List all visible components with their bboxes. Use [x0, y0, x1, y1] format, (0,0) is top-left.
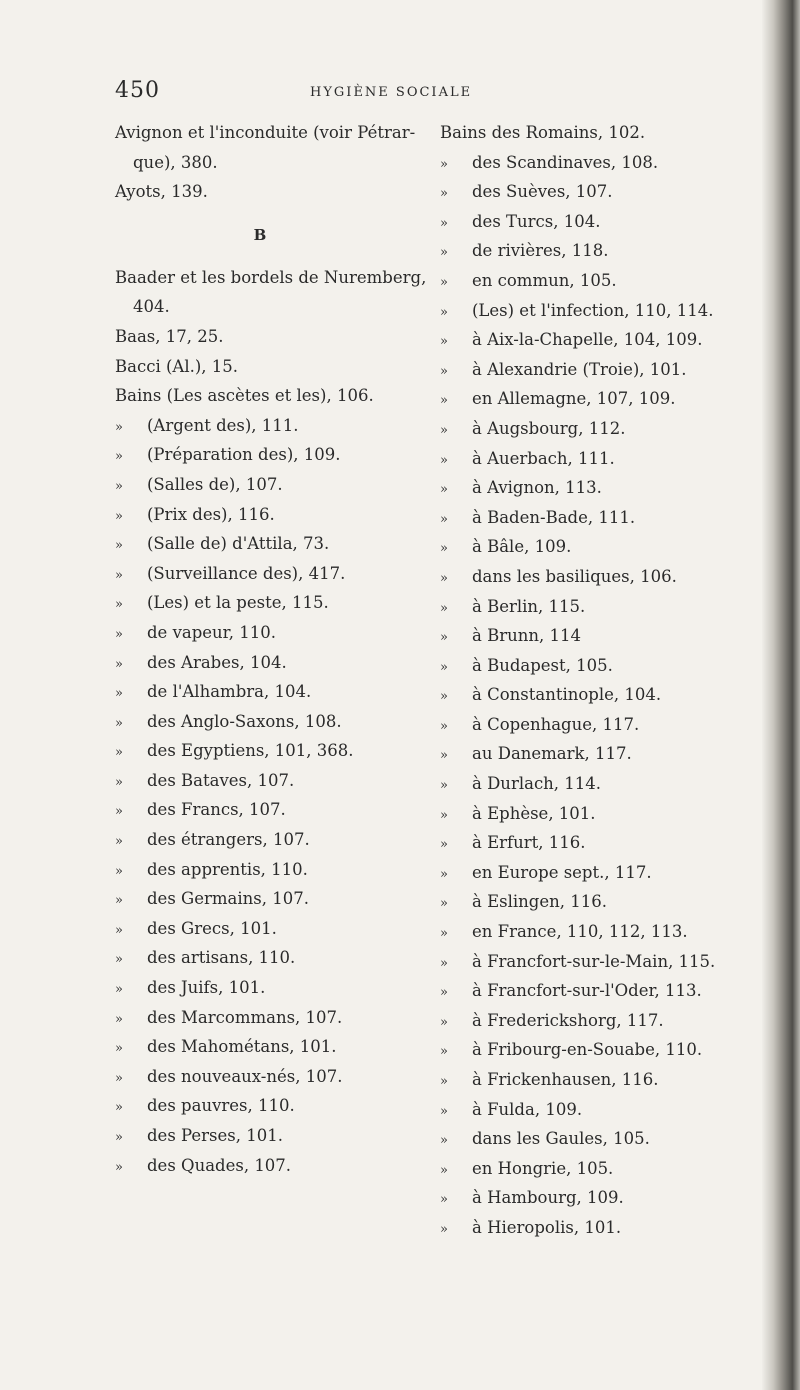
- subentry-text: (Les) et l'infection, 110, 114.: [472, 300, 714, 320]
- ditto-mark: »: [440, 422, 448, 438]
- index-subentry: [115, 677, 435, 707]
- subentry-text: à Francfort-sur-l'Oder, 113.: [472, 981, 702, 1001]
- ditto-mark: »: [440, 334, 448, 350]
- index-subentry: [115, 618, 435, 648]
- subentry-text: des Mahométans, 101.: [147, 1037, 337, 1057]
- ditto-mark: »: [115, 1041, 123, 1057]
- index-subentry: [440, 858, 770, 888]
- index-subentry: [440, 325, 770, 355]
- index-subentry: [440, 592, 770, 622]
- subentry-text: à Durlach, 114.: [472, 774, 602, 794]
- index-entry: Bains des Romains, 102.: [440, 123, 646, 142]
- index-subentry: [440, 1154, 770, 1184]
- subentry-text: des Arabes, 104.: [147, 652, 287, 672]
- left-ditto-entries: [115, 411, 435, 1180]
- subentry-text: des Scandinaves, 108.: [472, 152, 659, 172]
- index-subentry: [115, 1032, 435, 1062]
- ditto-mark: »: [115, 449, 123, 465]
- ditto-mark: »: [440, 1133, 448, 1149]
- index-subentry: [440, 148, 770, 178]
- index-subentry: [440, 887, 770, 917]
- ditto-mark: »: [440, 1044, 448, 1060]
- subentry-text: des Juifs, 101.: [147, 978, 266, 998]
- index-subentry: [440, 355, 770, 385]
- running-head: HYGIÈNE SOCIALE: [310, 85, 473, 100]
- ditto-mark: »: [115, 508, 123, 524]
- index-entry: Baas, 17, 25.: [115, 326, 224, 346]
- ditto-mark: »: [440, 718, 448, 734]
- ditto-mark: »: [440, 1221, 448, 1237]
- index-subentry: [440, 917, 770, 947]
- index-subentry: [440, 769, 770, 799]
- subentry-text: des nouveaux-nés, 107.: [147, 1066, 343, 1086]
- subentry-text: à Frickenhausen, 116.: [472, 1070, 659, 1089]
- subentry-text: (Préparation des), 109.: [147, 445, 341, 465]
- index-subentry: [440, 1006, 770, 1036]
- index-subentry: [115, 766, 435, 796]
- ditto-mark: »: [115, 952, 123, 968]
- ditto-mark: »: [440, 245, 448, 261]
- index-subentry: [115, 707, 435, 737]
- ditto-mark: »: [440, 630, 448, 646]
- ditto-mark: »: [440, 186, 448, 202]
- index-subentry: [115, 1121, 435, 1151]
- ditto-mark: »: [115, 686, 123, 702]
- subentry-text: à Fulda, 109.: [472, 1099, 583, 1119]
- index-subentry: [440, 710, 770, 740]
- subentry-text: de vapeur, 110.: [147, 622, 276, 642]
- subentry-text: (Prix des), 116.: [147, 504, 275, 524]
- subentry-text: à Auerbach, 111.: [472, 448, 615, 468]
- ditto-mark: »: [440, 393, 448, 409]
- index-subentry: [115, 795, 435, 825]
- page-number: 450: [115, 78, 160, 103]
- index-entry: Baader et les bordels de Nuremberg,: [115, 267, 427, 287]
- ditto-mark: »: [115, 1130, 123, 1145]
- ditto-mark: »: [115, 982, 123, 998]
- subentry-text: à Hieropolis, 101.: [472, 1217, 622, 1237]
- index-subentry: [440, 828, 770, 858]
- index-subentry: [440, 177, 770, 207]
- subentry-text: des apprentis, 110.: [147, 859, 308, 879]
- subentry-text: de l'Alhambra, 104.: [147, 682, 312, 702]
- index-entry: Bains (Les ascètes et les), 106.: [115, 386, 374, 406]
- ditto-mark: »: [115, 715, 123, 731]
- index-subentry: [440, 1124, 770, 1154]
- index-subentry: [115, 559, 435, 589]
- subentry-text: des pauvres, 110.: [147, 1096, 295, 1116]
- ditto-mark: »: [440, 363, 448, 379]
- index-subentry: [440, 739, 770, 769]
- ditto-mark: »: [440, 1074, 448, 1089]
- index-subentry: [440, 444, 770, 474]
- index-subentry: [115, 1003, 435, 1033]
- subentry-text: des Bataves, 107.: [147, 770, 295, 790]
- subentry-text: des Anglo-Saxons, 108.: [147, 711, 342, 731]
- index-subentry: [440, 621, 770, 651]
- index-subentry: [115, 1062, 435, 1092]
- ditto-mark: »: [115, 922, 123, 938]
- section-letter: B: [253, 225, 267, 244]
- index-subentry: [440, 384, 770, 414]
- subentry-text: des Quades, 107.: [147, 1155, 292, 1175]
- index-subentry: [115, 914, 435, 944]
- index-subentry: [115, 648, 435, 678]
- index-subentry: [115, 736, 435, 766]
- ditto-mark: »: [115, 1070, 123, 1086]
- ditto-mark: »: [440, 778, 448, 794]
- subentry-text: de rivières, 118.: [472, 241, 609, 261]
- ditto-mark: »: [440, 955, 448, 971]
- ditto-mark: »: [440, 1014, 448, 1030]
- ditto-mark: »: [440, 156, 448, 172]
- ditto-mark: »: [440, 1103, 448, 1119]
- index-subentry: [440, 473, 770, 503]
- subentry-text: dans les basiliques, 106.: [472, 566, 677, 586]
- index-subentry: [115, 855, 435, 885]
- index-subentry: [440, 799, 770, 829]
- index-subentry: [440, 562, 770, 592]
- left-entries-b: [115, 263, 435, 411]
- subentry-text: au Danemark, 117.: [472, 744, 632, 764]
- subentry-text: à Bâle, 109.: [472, 537, 572, 557]
- index-subentry: [440, 207, 770, 237]
- ditto-mark: »: [115, 774, 123, 790]
- ditto-mark: »: [115, 478, 123, 494]
- ditto-mark: »: [115, 567, 123, 583]
- subentry-text: des artisans, 110.: [147, 948, 296, 968]
- index-subentry: [440, 680, 770, 710]
- ditto-mark: »: [115, 626, 123, 642]
- subentry-text: à Eslingen, 116.: [472, 892, 607, 912]
- ditto-mark: »: [440, 807, 448, 823]
- ditto-mark: »: [440, 866, 448, 882]
- subentry-text: en commun, 105.: [472, 270, 617, 290]
- page-edge-shadow: [762, 0, 800, 1390]
- ditto-mark: »: [440, 985, 448, 1001]
- subentry-text: en Europe sept., 117.: [472, 862, 652, 882]
- subentry-text: à Berlin, 115.: [472, 596, 586, 616]
- ditto-mark: »: [115, 863, 123, 879]
- index-subentry: [440, 976, 770, 1006]
- ditto-mark: »: [440, 541, 448, 557]
- ditto-mark: »: [115, 893, 123, 909]
- ditto-mark: »: [440, 274, 448, 290]
- subentry-text: à Hambourg, 109.: [472, 1188, 624, 1208]
- subentry-text: des Turcs, 104.: [472, 211, 601, 231]
- subentry-text: des Grecs, 101.: [147, 918, 277, 938]
- subentry-text: des Suèves, 107.: [472, 182, 613, 202]
- index-subentry: [440, 1065, 770, 1095]
- subentry-text: des Germains, 107.: [147, 889, 309, 909]
- index-subentry: [440, 532, 770, 562]
- subentry-text: des Marcommans, 107.: [147, 1007, 343, 1027]
- subentry-text: à Francfort-sur-le-Main, 115.: [472, 951, 716, 971]
- ditto-mark: »: [115, 419, 123, 435]
- subentry-text: à Frederickshorg, 117.: [472, 1010, 664, 1030]
- subentry-text: à Alexandrie (Troie), 101.: [472, 359, 687, 379]
- index-subentry: [440, 1213, 770, 1243]
- subentry-text: dans les Gaules, 105.: [472, 1129, 650, 1149]
- index-subentry: [115, 973, 435, 1003]
- subentry-text: des étrangers, 107.: [147, 830, 310, 850]
- subentry-text: à Brunn, 114: [472, 626, 581, 646]
- subentry-text: à Copenhague, 117.: [472, 714, 640, 734]
- ditto-mark: »: [440, 1192, 448, 1208]
- index-subentry: [115, 884, 435, 914]
- subentry-text: à Erfurt, 116.: [472, 833, 586, 853]
- index-subentry: [440, 1035, 770, 1065]
- subentry-text: (Salle de) d'Attila, 73.: [147, 534, 330, 554]
- ditto-mark: »: [115, 834, 123, 850]
- subentry-text: à Budapest, 105.: [472, 655, 613, 675]
- subentry-text: à Fribourg-en-Souabe, 110.: [472, 1040, 703, 1060]
- page-header: [115, 78, 675, 108]
- subentry-text: (Les) et la peste, 115.: [147, 593, 329, 613]
- index-subentry: [115, 440, 435, 470]
- index-subentry: [115, 825, 435, 855]
- ditto-mark: »: [115, 1100, 123, 1116]
- subentry-text: en France, 110, 112, 113.: [472, 922, 688, 942]
- subentry-text: en Allemagne, 107, 109.: [472, 389, 676, 409]
- subentry-text: à Aix-la-Chapelle, 104, 109.: [472, 330, 703, 350]
- ditto-mark: »: [440, 748, 448, 764]
- left-entries-a: [115, 118, 435, 207]
- subentry-text: (Salles de), 107.: [147, 474, 283, 494]
- ditto-mark: »: [440, 837, 448, 853]
- subentry-text: en Hongrie, 105.: [472, 1158, 614, 1178]
- ditto-mark: »: [115, 597, 123, 613]
- index-entry-continuation: 404.: [133, 297, 170, 317]
- subentry-text: (Argent des), 111.: [147, 415, 299, 435]
- subentry-text: à Augsbourg, 112.: [472, 418, 626, 438]
- right-ditto-entries: [440, 148, 770, 1243]
- ditto-mark: »: [115, 745, 123, 761]
- right-column: [440, 118, 770, 1243]
- subentry-text: (Surveillance des), 417.: [147, 563, 346, 583]
- index-subentry: [440, 296, 770, 326]
- subentry-text: des Perses, 101.: [147, 1126, 283, 1145]
- index-subentry: [115, 470, 435, 500]
- index-subentry: [440, 1183, 770, 1213]
- ditto-mark: »: [440, 452, 448, 468]
- ditto-mark: »: [440, 215, 448, 231]
- index-subentry: [115, 943, 435, 973]
- ditto-mark: »: [440, 659, 448, 675]
- ditto-mark: »: [440, 1162, 448, 1178]
- index-subentry: [115, 529, 435, 559]
- subentry-text: des Francs, 107.: [147, 800, 286, 820]
- ditto-mark: »: [115, 656, 123, 672]
- ditto-mark: »: [440, 511, 448, 527]
- subentry-text: à Baden-Bade, 111.: [472, 507, 636, 527]
- index-subentry: [440, 1095, 770, 1125]
- index-entry: Bacci (Al.), 15.: [115, 356, 239, 376]
- index-subentry: [115, 411, 435, 441]
- ditto-mark: »: [115, 1159, 123, 1175]
- ditto-mark: »: [440, 689, 448, 705]
- index-subentry: [440, 266, 770, 296]
- left-column: [115, 118, 435, 1180]
- index-subentry: [440, 236, 770, 266]
- index-subentry: [440, 947, 770, 977]
- index-entry: Avignon et l'inconduite (voir Pétrar-: [115, 123, 416, 142]
- subentry-text: à Constantinople, 104.: [472, 685, 662, 705]
- subentry-text: des Egyptiens, 101, 368.: [147, 741, 354, 761]
- index-subentry: [440, 414, 770, 444]
- ditto-mark: »: [440, 304, 448, 320]
- index-subentry: [115, 500, 435, 530]
- ditto-mark: »: [440, 482, 448, 498]
- index-subentry: [115, 588, 435, 618]
- ditto-mark: »: [440, 600, 448, 616]
- ditto-mark: »: [440, 570, 448, 586]
- index-entry-continuation: que), 380.: [133, 152, 218, 172]
- ditto-mark: »: [440, 926, 448, 942]
- index-subentry: [440, 651, 770, 681]
- ditto-mark: »: [115, 1011, 123, 1027]
- index-entry: Ayots, 139.: [115, 182, 208, 202]
- index-subentry: [115, 1091, 435, 1121]
- subentry-text: à Ephèse, 101.: [472, 803, 596, 823]
- ditto-mark: »: [440, 896, 448, 912]
- ditto-mark: »: [115, 804, 123, 820]
- subentry-text: à Avignon, 113.: [472, 478, 602, 498]
- index-subentry: [440, 503, 770, 533]
- ditto-mark: »: [115, 538, 123, 554]
- index-subentry: [115, 1151, 435, 1181]
